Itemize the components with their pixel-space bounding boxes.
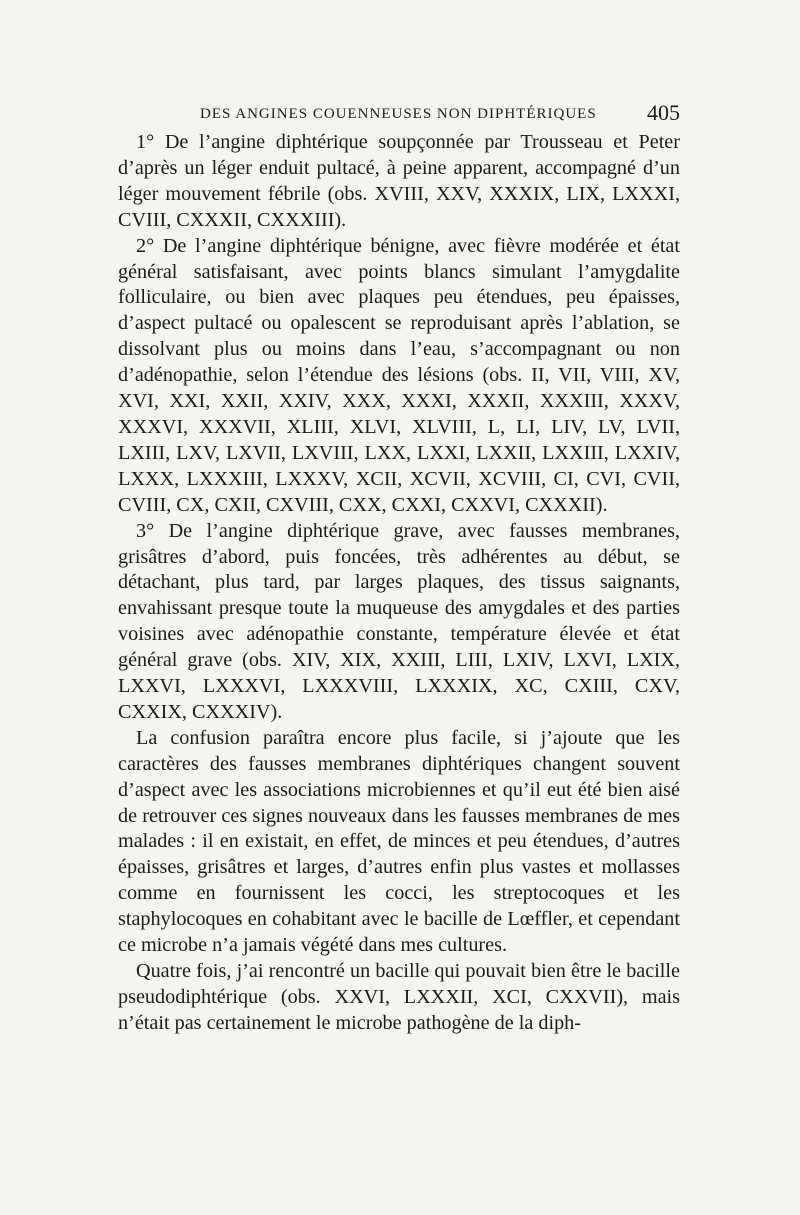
running-head	[118, 100, 680, 128]
paragraph-benign-suspected: 1° De l’angine diphtérique soupçonnée par Trousseau et Peter d’après un léger enduit pultacé, à peine apparent, accompagné d’un léger mouvement fébrile (obs. XVIII, XXV, XXXIX, LIX, LXXXI, CVIII, CXXXII, CXXXIII).	[118, 131, 680, 231]
page-number: 405	[647, 100, 680, 125]
paragraph-confusion: La confusion paraîtra encore plus facile, si j’ajoute que les caractères des fausses membranes diphtériques changent souvent d’aspect avec les associations microbiennes et qu’il eut été bien aisé de retrouver ces signes nouveaux dans les fausses membranes de mes malades : il en existait, en effet, de minces et peu étendues, d’autres épaisses, grisâtres et larges, d’autres enfin plus vastes et mollasses comme en fournissent les cocci, les streptocoques et les staphylocoques en cohabitant avec le bacille de Lœffler, et cependant ce microbe n’a jamais végété dans mes cultures.	[118, 726, 680, 957]
paragraph-severe-diphtheria: 3° De l’angine diphtérique grave, avec fausses membranes, grisâtres d’abord, puis foncées, très adhérentes au début, se détachant, plus tard, par larges plaques, des tissus saignants, envahissant presque toute la muqueuse des amygdales et des parties voisines avec adénopathie constante, température élevée et état général grave (obs. XIV, XIX, XXIII, LIII, LXIV, LXVI, LXIX, LXXVI, LXXXVI, LXXXVIII, LXXXIX, XC, CXIII, CXV, CXXIX, CXXXIV).	[118, 519, 680, 723]
body-text	[118, 130, 680, 1037]
running-title: DES ANGINES COUENNEUSES NON DIPHTÉRIQUES	[200, 106, 597, 122]
paragraph-benign-diphtheria: 2° De l’angine diphtérique bénigne, avec fièvre modérée et état général satisfaisant, avec points blancs simulant l’amygdalite folliculaire, ou bien avec plaques peu étendues, peu épaisses, d’aspect pultacé ou opalescent se reproduisant après l’ablation, se dissolvant plus ou moins dans l’eau, s’accompagnant ou non d’adénopathie, selon l’étendue des lésions (obs. II, VII, VIII, XV, XVI, XXI, XXII, XXIV, XXX, XXXI, XXXII, XXXIII, XXXV, XXXVI, XXXVII, XLIII, XLVI, XLVIII, L, LI, LIV, LV, LVII, LXIII, LXV, LXVII, LXVIII, LXX, LXXI, LXXII, LXXIII, LXXIV, LXXX, LXXXIII, LXXXV, XCII, XCVII, XCVIII, CI, CVI, CVII, CVIII, CX, CXII, CXVIII, CXX, CXXI, CXXVI, CXXXII).	[118, 234, 680, 516]
paragraph-pseudodiphtheric-bacillus: Quatre fois, j’ai rencontré un bacille qui pouvait bien être le bacille pseudodiphtérique (obs. XXVI, LXXXII, XCI, CXXVII), mais n’était pas certainement le microbe pathogène de la diph-	[118, 960, 680, 1034]
